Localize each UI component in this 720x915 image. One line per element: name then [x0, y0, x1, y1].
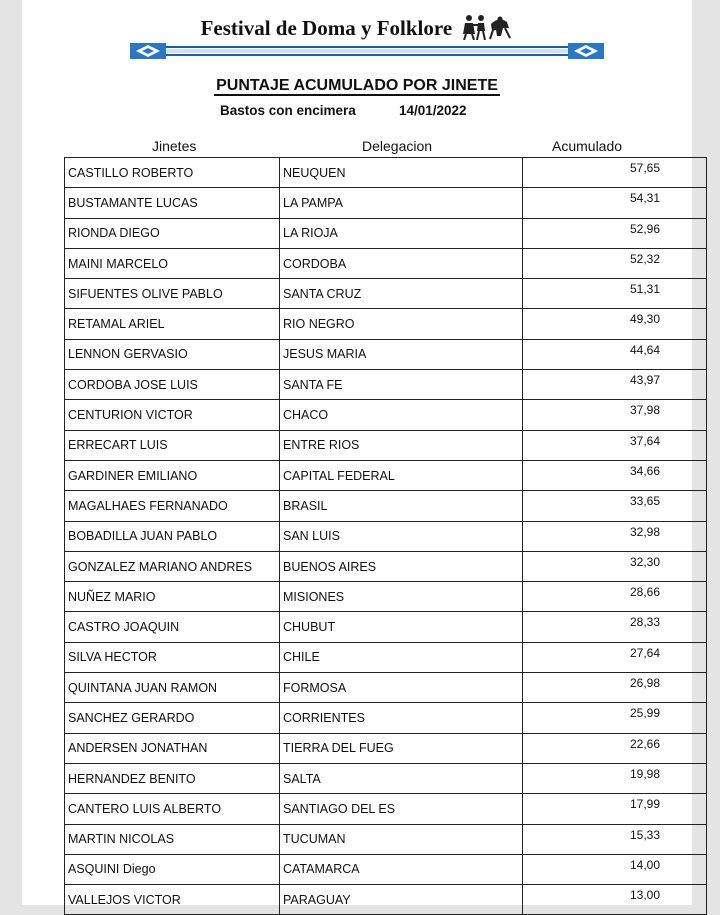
- score-cell: 32,30: [523, 551, 707, 581]
- rider-cell: GARDINER EMILIANO: [65, 460, 280, 490]
- table-row: [65, 521, 707, 551]
- score-cell: 25,99: [523, 703, 707, 733]
- rider-cell: CORDOBA JOSE LUIS: [65, 370, 280, 400]
- score-cell: 13,00: [523, 885, 707, 915]
- delegation-cell: SALTA: [280, 763, 523, 793]
- table-row: [65, 885, 707, 915]
- table-row: [65, 248, 707, 278]
- table-row: [65, 400, 707, 430]
- delegation-cell: ENTRE RIOS: [280, 430, 523, 460]
- table-row: [65, 491, 707, 521]
- rider-cell: CASTILLO ROBERTO: [65, 158, 280, 188]
- score-cell: 28,66: [523, 582, 707, 612]
- rider-cell: ANDERSEN JONATHAN: [65, 733, 280, 763]
- score-cell: 54,31: [523, 188, 707, 218]
- delegation-cell: SANTA CRUZ: [280, 279, 523, 309]
- rider-cell: RIONDA DIEGO: [65, 218, 280, 248]
- table-row: [65, 188, 707, 218]
- rider-cell: VALLEJOS VICTOR: [65, 885, 280, 915]
- rider-cell: LENNON GERVASIO: [65, 339, 280, 369]
- delegation-cell: PARAGUAY: [280, 885, 523, 915]
- score-cell: 43,97: [523, 370, 707, 400]
- delegation-cell: CHACO: [280, 400, 523, 430]
- table-row: [65, 309, 707, 339]
- table-row: [65, 703, 707, 733]
- table-row: [65, 582, 707, 612]
- table-row: [65, 854, 707, 884]
- table-row: [65, 642, 707, 672]
- rider-cell: CASTRO JOAQUIN: [65, 612, 280, 642]
- rider-cell: GONZALEZ MARIANO ANDRES: [65, 551, 280, 581]
- delegation-cell: TUCUMAN: [280, 824, 523, 854]
- score-cell: 52,96: [523, 218, 707, 248]
- rider-cell: MAGALHAES FERNANADO: [65, 491, 280, 521]
- score-cell: 52,32: [523, 248, 707, 278]
- delegation-cell: LA RIOJA: [280, 218, 523, 248]
- delegation-cell: SANTA FE: [280, 370, 523, 400]
- table-row: [65, 824, 707, 854]
- results-table: [64, 157, 707, 915]
- table-row: [65, 218, 707, 248]
- delegation-cell: CORDOBA: [280, 248, 523, 278]
- score-cell: 33,65: [523, 491, 707, 521]
- delegation-cell: CORRIENTES: [280, 703, 523, 733]
- rider-cell: ASQUINI Diego: [65, 854, 280, 884]
- document-page: [22, 0, 692, 905]
- table-row: [65, 763, 707, 793]
- score-cell: 19,98: [523, 763, 707, 793]
- delegation-cell: MISIONES: [280, 582, 523, 612]
- table-row: [65, 673, 707, 703]
- rider-cell: HERNANDEZ BENITO: [65, 763, 280, 793]
- page-subtitle: [22, 77, 692, 95]
- rider-cell: SILVA HECTOR: [65, 642, 280, 672]
- delegation-cell: CAPITAL FEDERAL: [280, 460, 523, 490]
- delegation-cell: BUENOS AIRES: [280, 551, 523, 581]
- delegation-cell: SANTIAGO DEL ES: [280, 794, 523, 824]
- score-cell: 27,64: [523, 642, 707, 672]
- delegation-cell: LA PAMPA: [280, 188, 523, 218]
- dancing-couple-icon: [461, 14, 513, 46]
- results-table-body: [65, 158, 707, 915]
- score-cell: 37,98: [523, 400, 707, 430]
- rider-cell: CANTERO LUIS ALBERTO: [65, 794, 280, 824]
- delegation-cell: TIERRA DEL FUEG: [280, 733, 523, 763]
- score-cell: 14,00: [523, 854, 707, 884]
- delegation-cell: JESUS MARIA: [280, 339, 523, 369]
- score-cell: 32,98: [523, 521, 707, 551]
- score-cell: 44,64: [523, 339, 707, 369]
- score-cell: 22,66: [523, 733, 707, 763]
- delegation-cell: CHUBUT: [280, 612, 523, 642]
- delegation-cell: FORMOSA: [280, 673, 523, 703]
- rider-cell: SIFUENTES OLIVE PABLO: [65, 279, 280, 309]
- table-row: [65, 339, 707, 369]
- rider-cell: QUINTANA JUAN RAMON: [65, 673, 280, 703]
- rider-cell: CENTURION VICTOR: [65, 400, 280, 430]
- festival-title: [22, 14, 692, 46]
- score-cell: 17,99: [523, 794, 707, 824]
- rider-cell: ERRECART LUIS: [65, 430, 280, 460]
- table-row: [65, 612, 707, 642]
- festival-title-text: Festival de Doma y Folklore: [200, 15, 453, 40]
- column-header-delegation: Delegacion: [362, 138, 433, 154]
- score-cell: 57,65: [523, 158, 707, 188]
- rider-cell: BOBADILLA JUAN PABLO: [65, 521, 280, 551]
- decorative-banner: [130, 43, 604, 59]
- rider-cell: NUÑEZ MARIO: [65, 582, 280, 612]
- table-row: [65, 794, 707, 824]
- rider-cell: SANCHEZ GERARDO: [65, 703, 280, 733]
- table-row: [65, 370, 707, 400]
- delegation-cell: NEUQUEN: [280, 158, 523, 188]
- table-row: [65, 158, 707, 188]
- score-cell: 26,98: [523, 673, 707, 703]
- page-subtitle-text: PUNTAJE ACUMULADO POR JINETE: [216, 77, 498, 94]
- rider-cell: RETAMAL ARIEL: [65, 309, 280, 339]
- table-row: [65, 460, 707, 490]
- column-header-accumulated: Acumulado: [552, 138, 623, 154]
- rider-cell: MARTIN NICOLAS: [65, 824, 280, 854]
- date-label: 14/01/2022: [399, 103, 467, 118]
- table-row: [65, 279, 707, 309]
- table-row: [65, 551, 707, 581]
- delegation-cell: CHILE: [280, 642, 523, 672]
- rider-cell: BUSTAMANTE LUCAS: [65, 188, 280, 218]
- table-row: [65, 430, 707, 460]
- table-row: [65, 733, 707, 763]
- rider-cell: MAINI MARCELO: [65, 248, 280, 278]
- score-cell: 49,30: [523, 309, 707, 339]
- score-cell: 37,64: [523, 430, 707, 460]
- score-cell: 34,66: [523, 460, 707, 490]
- delegation-cell: CATAMARCA: [280, 854, 523, 884]
- score-cell: 28,33: [523, 612, 707, 642]
- score-cell: 15,33: [523, 824, 707, 854]
- delegation-cell: RIO NEGRO: [280, 309, 523, 339]
- column-header-riders: Jinetes: [152, 138, 197, 154]
- category-label: Bastos con encimera: [220, 103, 356, 118]
- delegation-cell: BRASIL: [280, 491, 523, 521]
- score-cell: 51,31: [523, 279, 707, 309]
- delegation-cell: SAN LUIS: [280, 521, 523, 551]
